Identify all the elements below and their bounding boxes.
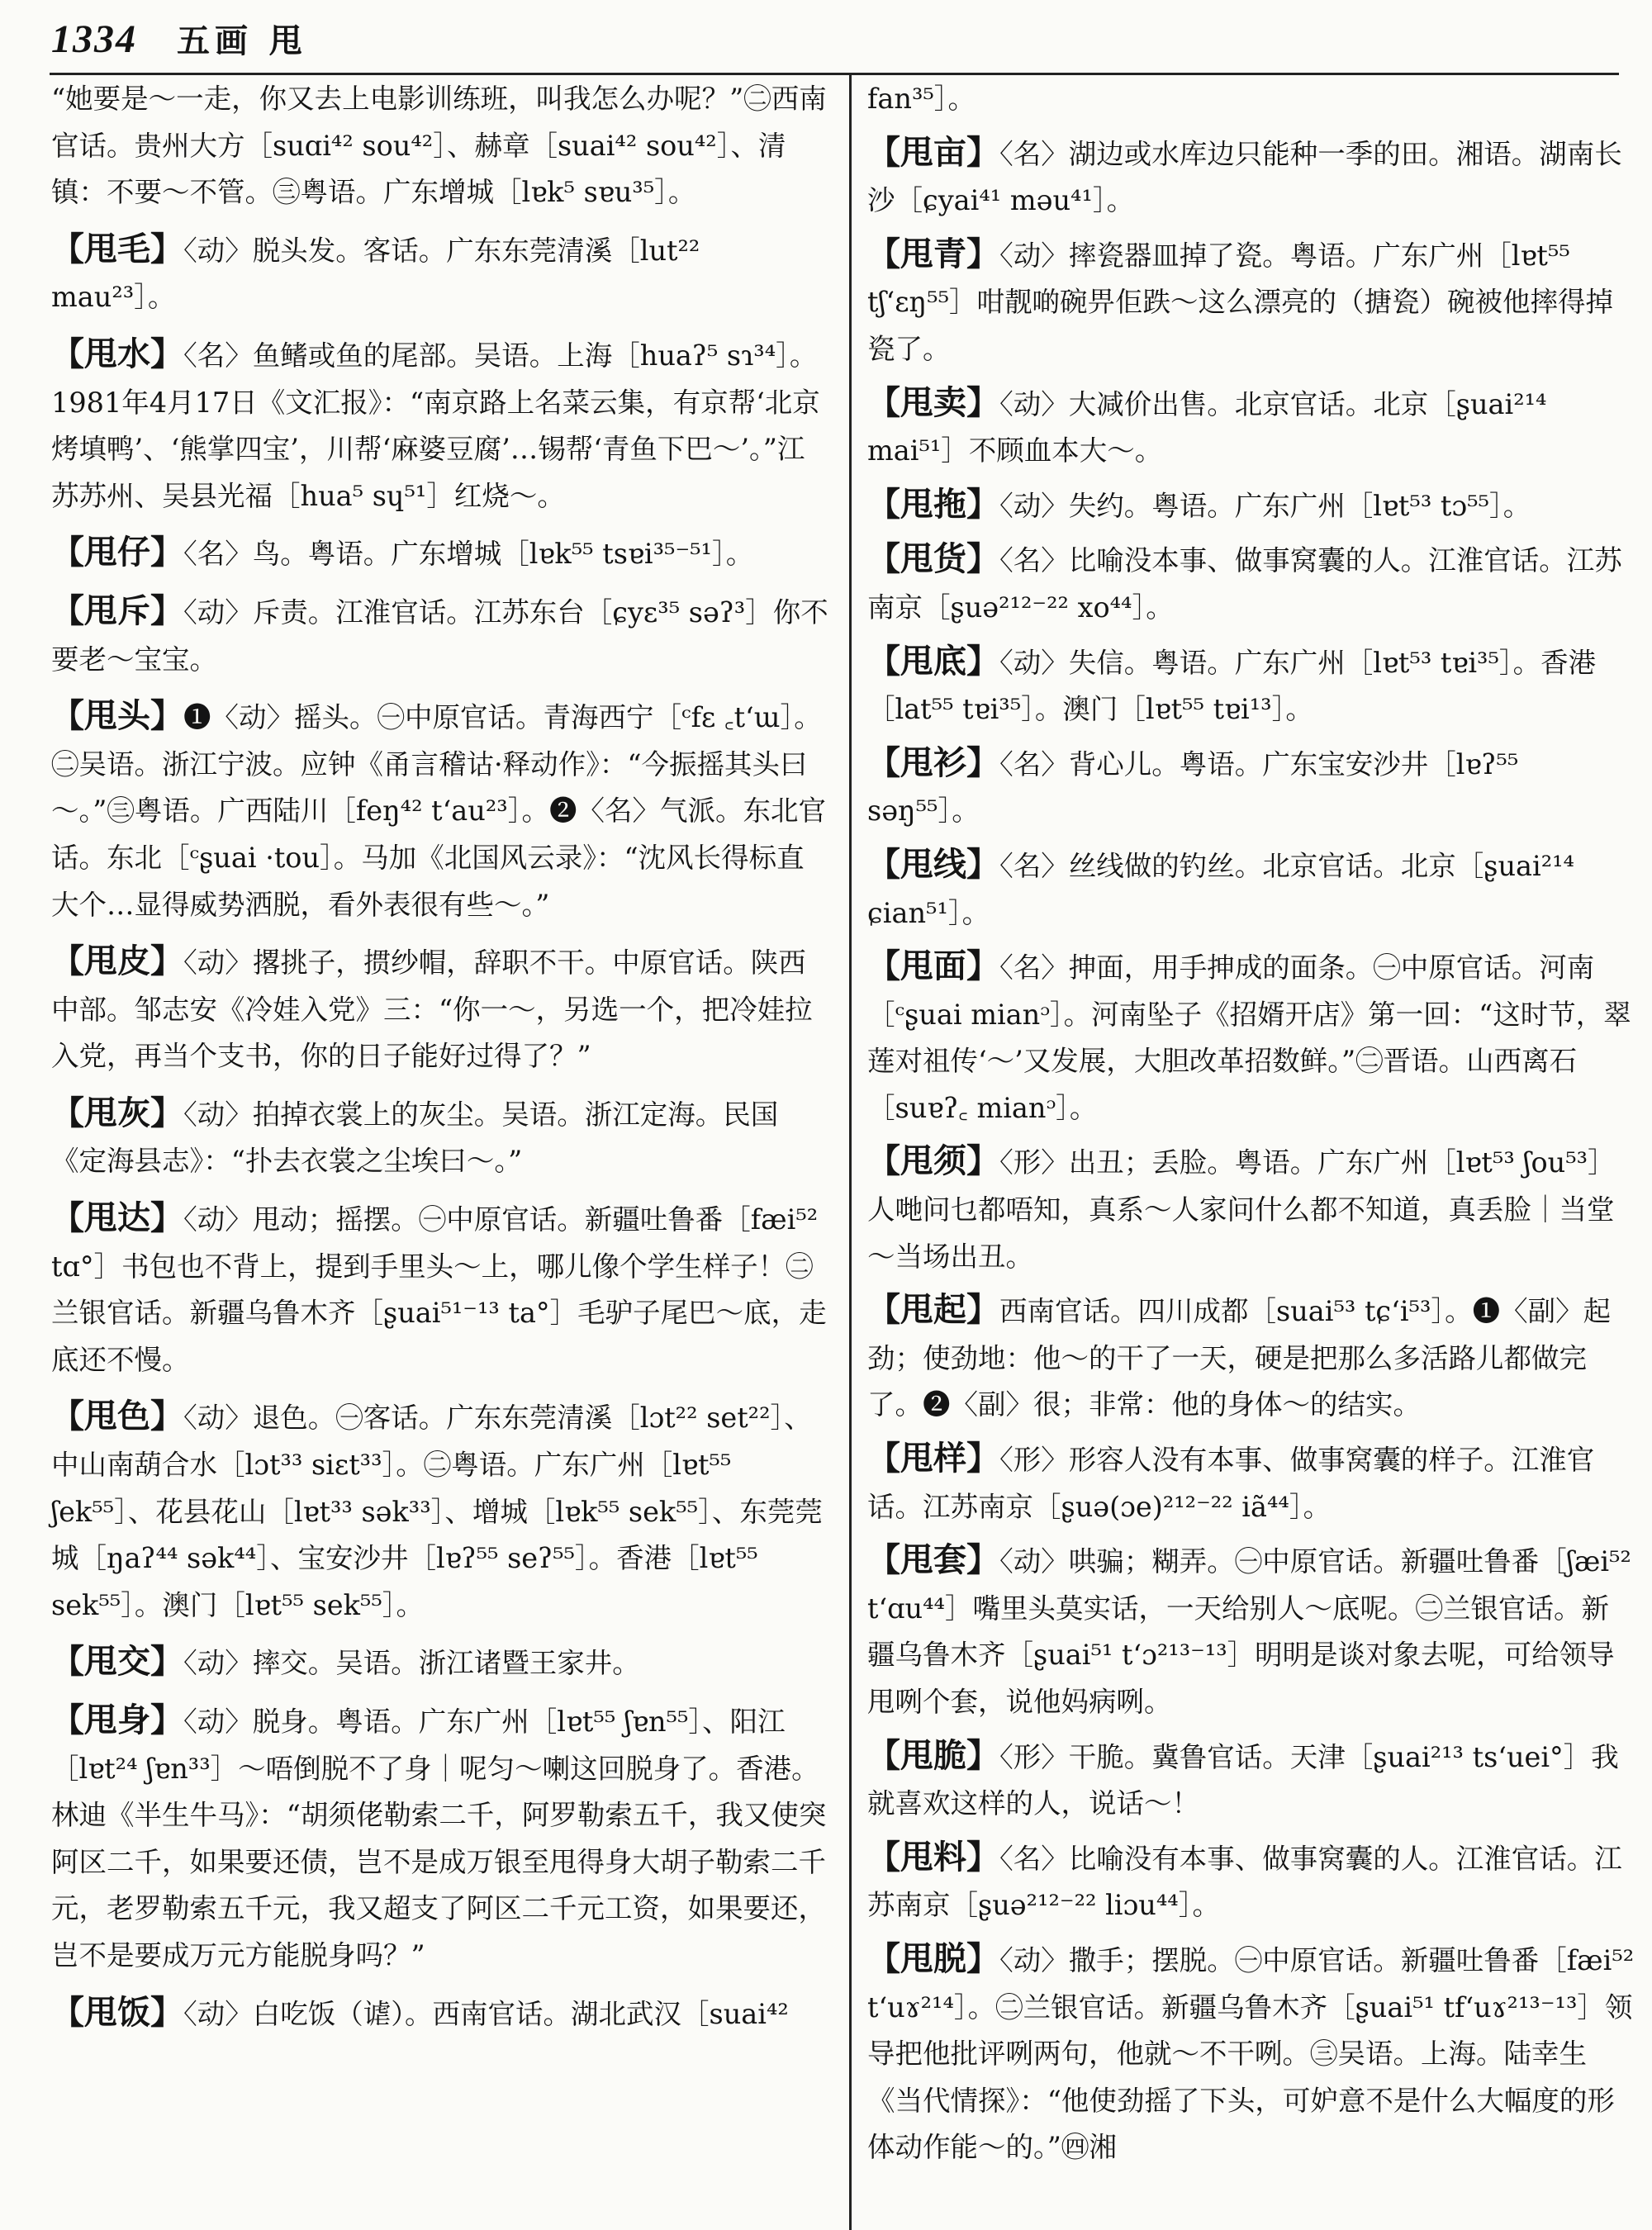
entry-headword: 【甩起】 [867, 1290, 999, 1330]
entry-headword: 【甩交】 [51, 1642, 183, 1682]
entry-headword: 【甩须】 [867, 1141, 999, 1181]
header-rule [50, 73, 1619, 75]
dictionary-entry [867, 536, 1635, 631]
entry-definition: 〈名〉背心儿。粤语。广东宝安沙井［lɐʔ⁵⁵ səŋ⁵⁵］。 [867, 747, 1519, 828]
entry-definition: 〈动〉哄骗；糊弄。㊀中原官话。新疆吐鲁番［ʃæi⁵² tʻɑu⁴⁴］嘴里头莫实话，一天给别人～底呢。㊁兰银官话。新疆乌鲁木齐［ʂuai⁵¹ tʻɔ²¹³⁻¹³］明明是谈对象去呢，可给领导甩咧个套，说他妈病咧。 [867, 1545, 1631, 1718]
entry-headword: 【甩底】 [867, 641, 999, 681]
entry-definition: 〈动〉撒手；摆脱。㊀中原官话。新疆吐鲁番［fæi⁵² tʻuɤ²¹⁴］。㊁兰银官话。新疆乌鲁木齐［ʂuai⁵¹ tfʻuɤ²¹³⁻¹³］领导把他批评咧两句，他就～不干咧。㊂吴语。上海。陆幸生《当代情探》：“他使劲摇了下头，可妒意不是什么大幅度的形体动作能～的。”㊃湘 [867, 1943, 1635, 2164]
entry-headword: 【甩青】 [867, 234, 999, 273]
dictionary-entry [51, 1639, 829, 1687]
dictionary-entry [867, 1936, 1635, 2171]
dictionary-entry [867, 943, 1635, 1132]
dictionary-entry [867, 1435, 1635, 1530]
entry-definition: 〈名〉比喻没本事、做事窝囊的人。江淮官话。江苏南京［ʂuə²¹²⁻²² xo⁴⁴］。 [867, 544, 1622, 624]
entry-headword: 【甩卖】 [867, 382, 999, 422]
entry-definition: ❶〈动〉摇头。㊀中原官话。青海西宁［ᶜfɛ ꜀tʻɯ］。㊁吴语。浙江宁波。应钟《甬言稽诂·释动作》：“今振摇其头曰～。”㊂粤语。广西陆川［feŋ⁴² tʻau²³］。❷〈名〉气派。东北官话。东北［ᶜʂuai ·tou］。马加《北国风云录》：“沈风长得标直大个…显得威势洒脱，看外表很有些～。” [51, 701, 826, 921]
entry-definition: 〈名〉抻面，用手抻成的面条。㊀中原官话。河南［ᶜʂuai mianᵓ］。河南坠子《招婿开店》第一回：“这时节，翠莲对祖传‘～’又发展，大胆改革招数鲜。”㊁晋语。山西离石［suɐʔ꜀ mianᵓ］。 [867, 951, 1631, 1124]
entry-headword: 【甩身】 [51, 1701, 183, 1739]
entry-definition: “她要是～一走，你又去上电影训练班，叫我怎么办呢？”㊁西南官话。贵州大方［suɑi⁴² sou⁴²］、赫章［suai⁴² sou⁴²］、清镇：不要～不管。㊂粤语。广东增城［lɐk⁵ sɐu³⁵］。 [51, 83, 827, 209]
page-header [51, 15, 307, 73]
entry-definition: 〈名〉鸟。粤语。广东增城［lɐk⁵⁵ tsɐi³⁵⁻⁵¹］。 [183, 538, 754, 571]
entry-headword: 【甩套】 [867, 1540, 999, 1580]
entry-definition: 〈形〉出丑；丢脸。粤语。广东广州［lɐt⁵³ ʃou⁵³］人哋问乜都唔知，真系～人家问什么都不知道，真丢脸｜当堂～当场出丑。 [867, 1146, 1616, 1273]
entry-headword: 【甩水】 [51, 334, 183, 373]
entry-definition: 〈动〉失约。粤语。广东广州［lɐt⁵³ tɔ⁵⁵］。 [999, 489, 1531, 522]
section-title: 五画 甩 [177, 21, 307, 60]
entry-definition: 〈动〉退色。㊀客话。广东东莞清溪［lɔt²² set²²］、中山南葫合水［lɔt³³ siɛt³³］。㊁粤语。广东广州［lɐt⁵⁵ ʃek⁵⁵］、花县花山［lɐt³³ sək³³］、增城［lɐk⁵⁵ sek⁵⁵］、东莞莞城［ŋaʔ⁴⁴ sək⁴⁴］、宝安沙井［lɐʔ⁵⁵ seʔ⁵⁵］。香港［lɐt⁵⁵ sek⁵⁵］。澳门［lɐt⁵⁵ sek⁵⁵］。 [51, 1402, 823, 1621]
dictionary-entry [51, 588, 829, 683]
entry-definition: 〈名〉鱼鳍或鱼的尾部。吴语。上海［huaʔ⁵ sɿ³⁴］。1981年4月17日《文汇报》：“南京路上名菜云集，有京帮‘北京烤填鸭’、‘熊掌四宝’，川帮‘麻婆豆腐’…锡帮‘青鱼下巴～’。”江苏苏州、吴县光福［hua⁵ sɥ⁵¹］红烧～。 [51, 339, 820, 512]
dictionary-entry [867, 638, 1635, 733]
entry-headword: 【甩样】 [867, 1439, 999, 1478]
dictionary-entry [867, 1733, 1635, 1828]
dictionary-entry [867, 740, 1635, 835]
entry-definition: 西南官话。四川成都［suai⁵³ tɕʻi⁵³］。❶〈副〉起劲；使劲地：他～的干了一天，硬是把那么多活路儿都做完了。❷〈副〉很；非常：他的身体～的结实。 [867, 1295, 1612, 1421]
entry-definition: 〈动〉白吃饭（谑）。西南官话。湖北武汉［suai⁴² [183, 1997, 789, 2030]
dictionary-entry [867, 130, 1635, 225]
entry-headword: 【甩衫】 [867, 743, 999, 782]
dictionary-entry [867, 842, 1635, 937]
entry-definition: 〈动〉甩动；摇摆。㊀中原官话。新疆吐鲁番［fæi⁵² tɑ°］书包也不背上，提到手里头～上，哪儿像个学生样子！㊁兰银官话。新疆乌鲁木齐［ʂuai⁵¹⁻¹³ ta°］毛驴子尾巴～底，走底还不慢。 [51, 1203, 827, 1376]
entry-headword: 【甩皮】 [51, 942, 183, 981]
entry-headword: 【甩脆】 [867, 1735, 999, 1775]
dictionary-entry [51, 1697, 829, 1980]
right-column [867, 76, 1635, 2178]
entry-definition: 〈形〉形容人没有本事、做事窝囊的样子。江淮官话。江苏南京［ʂuə(ɔe)²¹²⁻²² iã⁴⁴］。 [867, 1444, 1595, 1523]
entry-headword: 【甩斥】 [51, 591, 183, 630]
dictionary-entry [51, 1990, 829, 2038]
continued-text [867, 76, 1635, 123]
entry-headword: 【甩色】 [51, 1397, 183, 1436]
dictionary-entry [867, 482, 1635, 530]
dictionary-entry [51, 938, 829, 1080]
dictionary-entry [867, 380, 1635, 475]
entry-definition: 〈形〉干脆。冀鲁官话。天津［ʂuai²¹³ tsʻuei°］我就喜欢这样的人，说话～！ [867, 1740, 1619, 1820]
dictionary-entry [51, 529, 829, 578]
dictionary-entry [51, 226, 829, 321]
dictionary-entry [51, 1195, 829, 1383]
entry-headword: 【甩头】 [51, 696, 183, 736]
entry-definition: 〈动〉拍掉衣裳上的灰尘。吴语。浙江定海。民国《定海县志》：“扑去衣裳之尘埃曰～。” [51, 1098, 779, 1178]
entry-definition: 〈名〉丝线做的钓丝。北京官话。北京［ʂuai²¹⁴ ɕian⁵¹］。 [867, 849, 1574, 929]
entry-definition: 〈动〉撂挑子，掼纱帽，辞职不干。中原官话。陕西中部。邹志安《冷娃入党》三：“你一～，另选一个，把冷娃拉入党，再当个支书，你的日子能好过得了？” [51, 947, 813, 1073]
entry-definition: 〈名〉湖边或水库边只能种一季的田。湘语。湖南长沙［ɕyai⁴¹ məu⁴¹］。 [867, 137, 1622, 217]
entry-definition: 〈动〉脱头发。客话。广东东莞清溪［lut²² mau²³］。 [51, 234, 700, 314]
dictionary-entry [867, 231, 1635, 373]
dictionary-entry [51, 331, 829, 520]
continued-text [51, 76, 829, 216]
entry-headword: 【甩货】 [867, 539, 999, 579]
entry-headword: 【甩达】 [51, 1198, 183, 1238]
entry-headword: 【甩脱】 [867, 1938, 999, 1978]
entry-headword: 【甩拖】 [867, 484, 999, 524]
entry-definition: 〈动〉失信。粤语。广东广州［lɐt⁵³ tɐi³⁵］。香港［lat⁵⁵ tɐi³⁵］。澳门［lɐt⁵⁵ tɐi¹³］。 [867, 646, 1597, 726]
entry-headword: 【甩线】 [867, 844, 999, 884]
column-divider [849, 73, 852, 2230]
dictionary-entry [51, 1393, 829, 1629]
left-column [51, 76, 829, 2047]
entry-definition: fan³⁵］。 [867, 83, 976, 115]
entry-definition: 〈动〉脱身。粤语。广东广州［lɐt⁵⁵ ʃɐn⁵⁵］、阳江［lɐt²⁴ ʃɐn³³］～唔倒脱不了身｜呢匀～喇这回脱身了。香港。林迪《半生牛马》：“胡须佬勒索二千，阿罗勒索五千，我又使突阿区二千，如果要还债，岂不是成万银至甩得身大胡子勒索二千元，老罗勒索五千元，我又超支了阿区二千元工资，如果要还，岂不是要成万元方能脱身吗？” [51, 1706, 827, 1971]
entry-definition: 〈动〉斥责。江淮官话。江苏东台［ɕyɛ³⁵ səʔ³］你不要老～宝宝。 [51, 595, 828, 676]
entry-definition: 〈名〉比喻没有本事、做事窝囊的人。江淮官话。江苏南京［ʂuə²¹²⁻²² liɔu⁴⁴］。 [867, 1842, 1622, 1922]
entry-definition: 〈动〉摔瓷器皿掉了瓷。粤语。广东广州［lɐt⁵⁵ tʃʻɛŋ⁵⁵］咁靓啲碗畀佢跌～这么漂亮的（搪瓷）碗被他摔得掉瓷了。 [867, 239, 1613, 365]
dictionary-entry [867, 1834, 1635, 1929]
entry-headword: 【甩面】 [867, 947, 999, 986]
dictionary-entry [867, 1138, 1635, 1280]
entry-headword: 【甩仔】 [51, 533, 183, 572]
entry-definition: 〈动〉大减价出售。北京官话。北京［ʂuai²¹⁴ mai⁵¹］不顾血本大～。 [867, 387, 1547, 467]
entry-headword: 【甩亩】 [867, 132, 999, 172]
entry-headword: 【甩饭】 [51, 1992, 183, 2032]
entry-definition: 〈动〉摔交。吴语。浙江诸暨王家井。 [183, 1647, 640, 1680]
page-number: 1334 [51, 17, 137, 61]
dictionary-entry [867, 1537, 1635, 1725]
dictionary-entry [867, 1287, 1635, 1429]
dictionary-entry [51, 693, 829, 928]
entry-headword: 【甩灰】 [51, 1093, 183, 1132]
dictionary-entry [51, 1090, 829, 1185]
entry-headword: 【甩毛】 [51, 229, 183, 268]
entry-headword: 【甩料】 [867, 1837, 999, 1877]
